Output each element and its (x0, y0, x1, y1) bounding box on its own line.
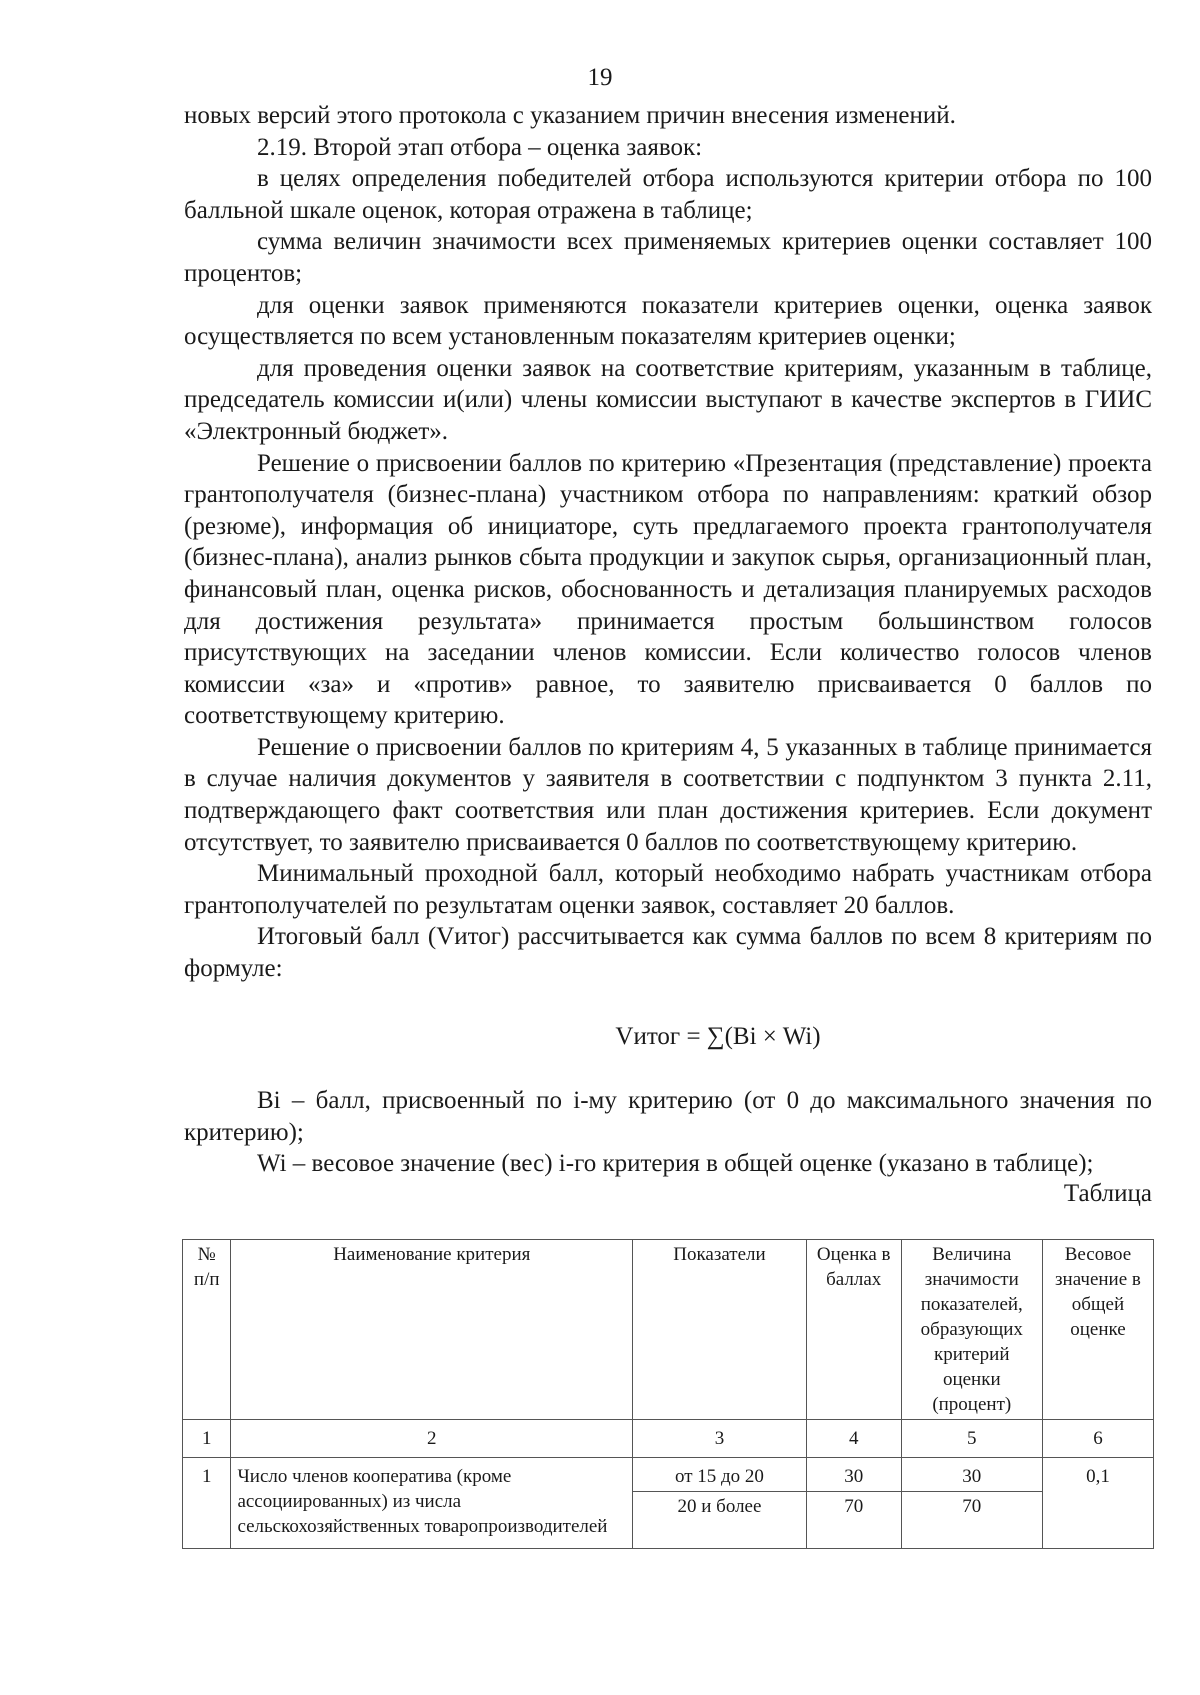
column-number: 3 (633, 1420, 807, 1458)
column-number-row (183, 1420, 1154, 1458)
column-number: 1 (183, 1420, 231, 1458)
score-value: 30 (806, 1458, 901, 1492)
header-criterion-name: Наименование критерия (231, 1240, 633, 1420)
significance-value: 70 (901, 1492, 1042, 1549)
formula: Vитог = ∑(Bi × Wi) (615, 1022, 821, 1050)
paragraph-presentation-decision: Решение о присвоении баллов по критерию «Презентация (представление) проекта грантополучателя (бизнес-плана) участником отбора по направлениям: краткий обзор (резюме), информация об инициаторе, суть предлагаемого проекта грантополучателя (бизнес-плана), анализ рынков сбыта продукции и закупок сырья, организационный план, финансовый план, оценка рисков, обоснованность и детализация планируемых расходов для достижения результата» принимается простым большинством голосов присутствующих на заседании членов комиссии. Если количество голосов членов комиссии «за» и «против» равное, то заявителю присваивается 0 баллов по соответствующему критерию. (184, 449, 1152, 730)
header-number: № п/п (183, 1240, 231, 1420)
paragraph-indicators: для оценки заявок применяются показатели критериев оценки, оценка заявок осуществляется по всем установленным показателям критериев оценки; (184, 291, 1152, 351)
table-row (183, 1458, 1154, 1492)
row-number: 1 (183, 1458, 231, 1549)
paragraph-experts: для проведения оценки заявок на соответствие критериям, указанным в таблице, председатель комиссии и(или) члены комиссии выступают в качестве экспертов в ГИИС «Электронный бюджет». (184, 354, 1152, 445)
header-weight: Весовое значение в общей оценке (1042, 1240, 1153, 1420)
criterion-name: Число членов кооператива (кроме ассоциированных) из числа сельскохозяйственных товаропроизводителей (231, 1458, 633, 1549)
paragraph-criteria-scale: в целях определения победителей отбора используются критерии отбора по 100 балльной шкале оценок, которая отражена в таблице; (184, 165, 1152, 224)
paragraph-section-2-19: 2.19. Второй этап отбора – оценка заявок: (257, 133, 703, 161)
table-caption: Таблица (1063, 1180, 1152, 1207)
paragraph-continuation: новых версий этого протокола с указанием причин внесения изменений. (184, 102, 956, 129)
definition-bi: Bi – балл, присвоенный по i-му критерию (от 0 до максимального значения по критерию); (184, 1087, 1152, 1146)
header-significance: Величина значимости показателей, образующих критерий оценки (процент) (901, 1240, 1042, 1420)
paragraph-minimum-score: Минимальный проходной балл, который необходимо набрать участникам отбора грантополучателей по результатам оценки заявок, составляет 20 баллов. (184, 860, 1152, 919)
page-number: 19 (587, 64, 613, 91)
document-body (184, 100, 1152, 1208)
table-header-row (183, 1240, 1154, 1420)
definition-wi: Wi – весовое значение (вес) i-го критерия в общей оценке (указано в таблице); (257, 1150, 1094, 1178)
header-indicators: Показатели (633, 1240, 807, 1420)
paragraph-criteria-4-5-decision: Решение о присвоении баллов по критериям 4, 5 указанных в таблице принимается в случае наличия документов у заявителя в соответствии с подпунктом 3 пункта 2.11, подтверждающего факт соответствия или план достижения критериев. Если документ отсутствует, то заявителю присваивается 0 баллов по соответствующему критерию. (184, 733, 1152, 856)
column-number: 4 (806, 1420, 901, 1458)
column-number: 5 (901, 1420, 1042, 1458)
indicator-value: от 15 до 20 (633, 1458, 807, 1492)
column-number: 6 (1042, 1420, 1153, 1458)
criteria-table (182, 1239, 1154, 1549)
weight-value: 0,1 (1042, 1458, 1153, 1549)
paragraph-total-score: Итоговый балл (Vитог) рассчитывается как сумма баллов по всем 8 критериям по формуле: (184, 923, 1152, 983)
score-value: 70 (806, 1492, 901, 1549)
column-number: 2 (231, 1420, 633, 1458)
header-score: Оценка в баллах (806, 1240, 901, 1420)
significance-value: 30 (901, 1458, 1042, 1492)
paragraph-significance-sum: сумма величин значимости всех применяемых критериев оценки составляет 100 процентов; (184, 228, 1152, 287)
indicator-value: 20 и более (633, 1492, 807, 1549)
